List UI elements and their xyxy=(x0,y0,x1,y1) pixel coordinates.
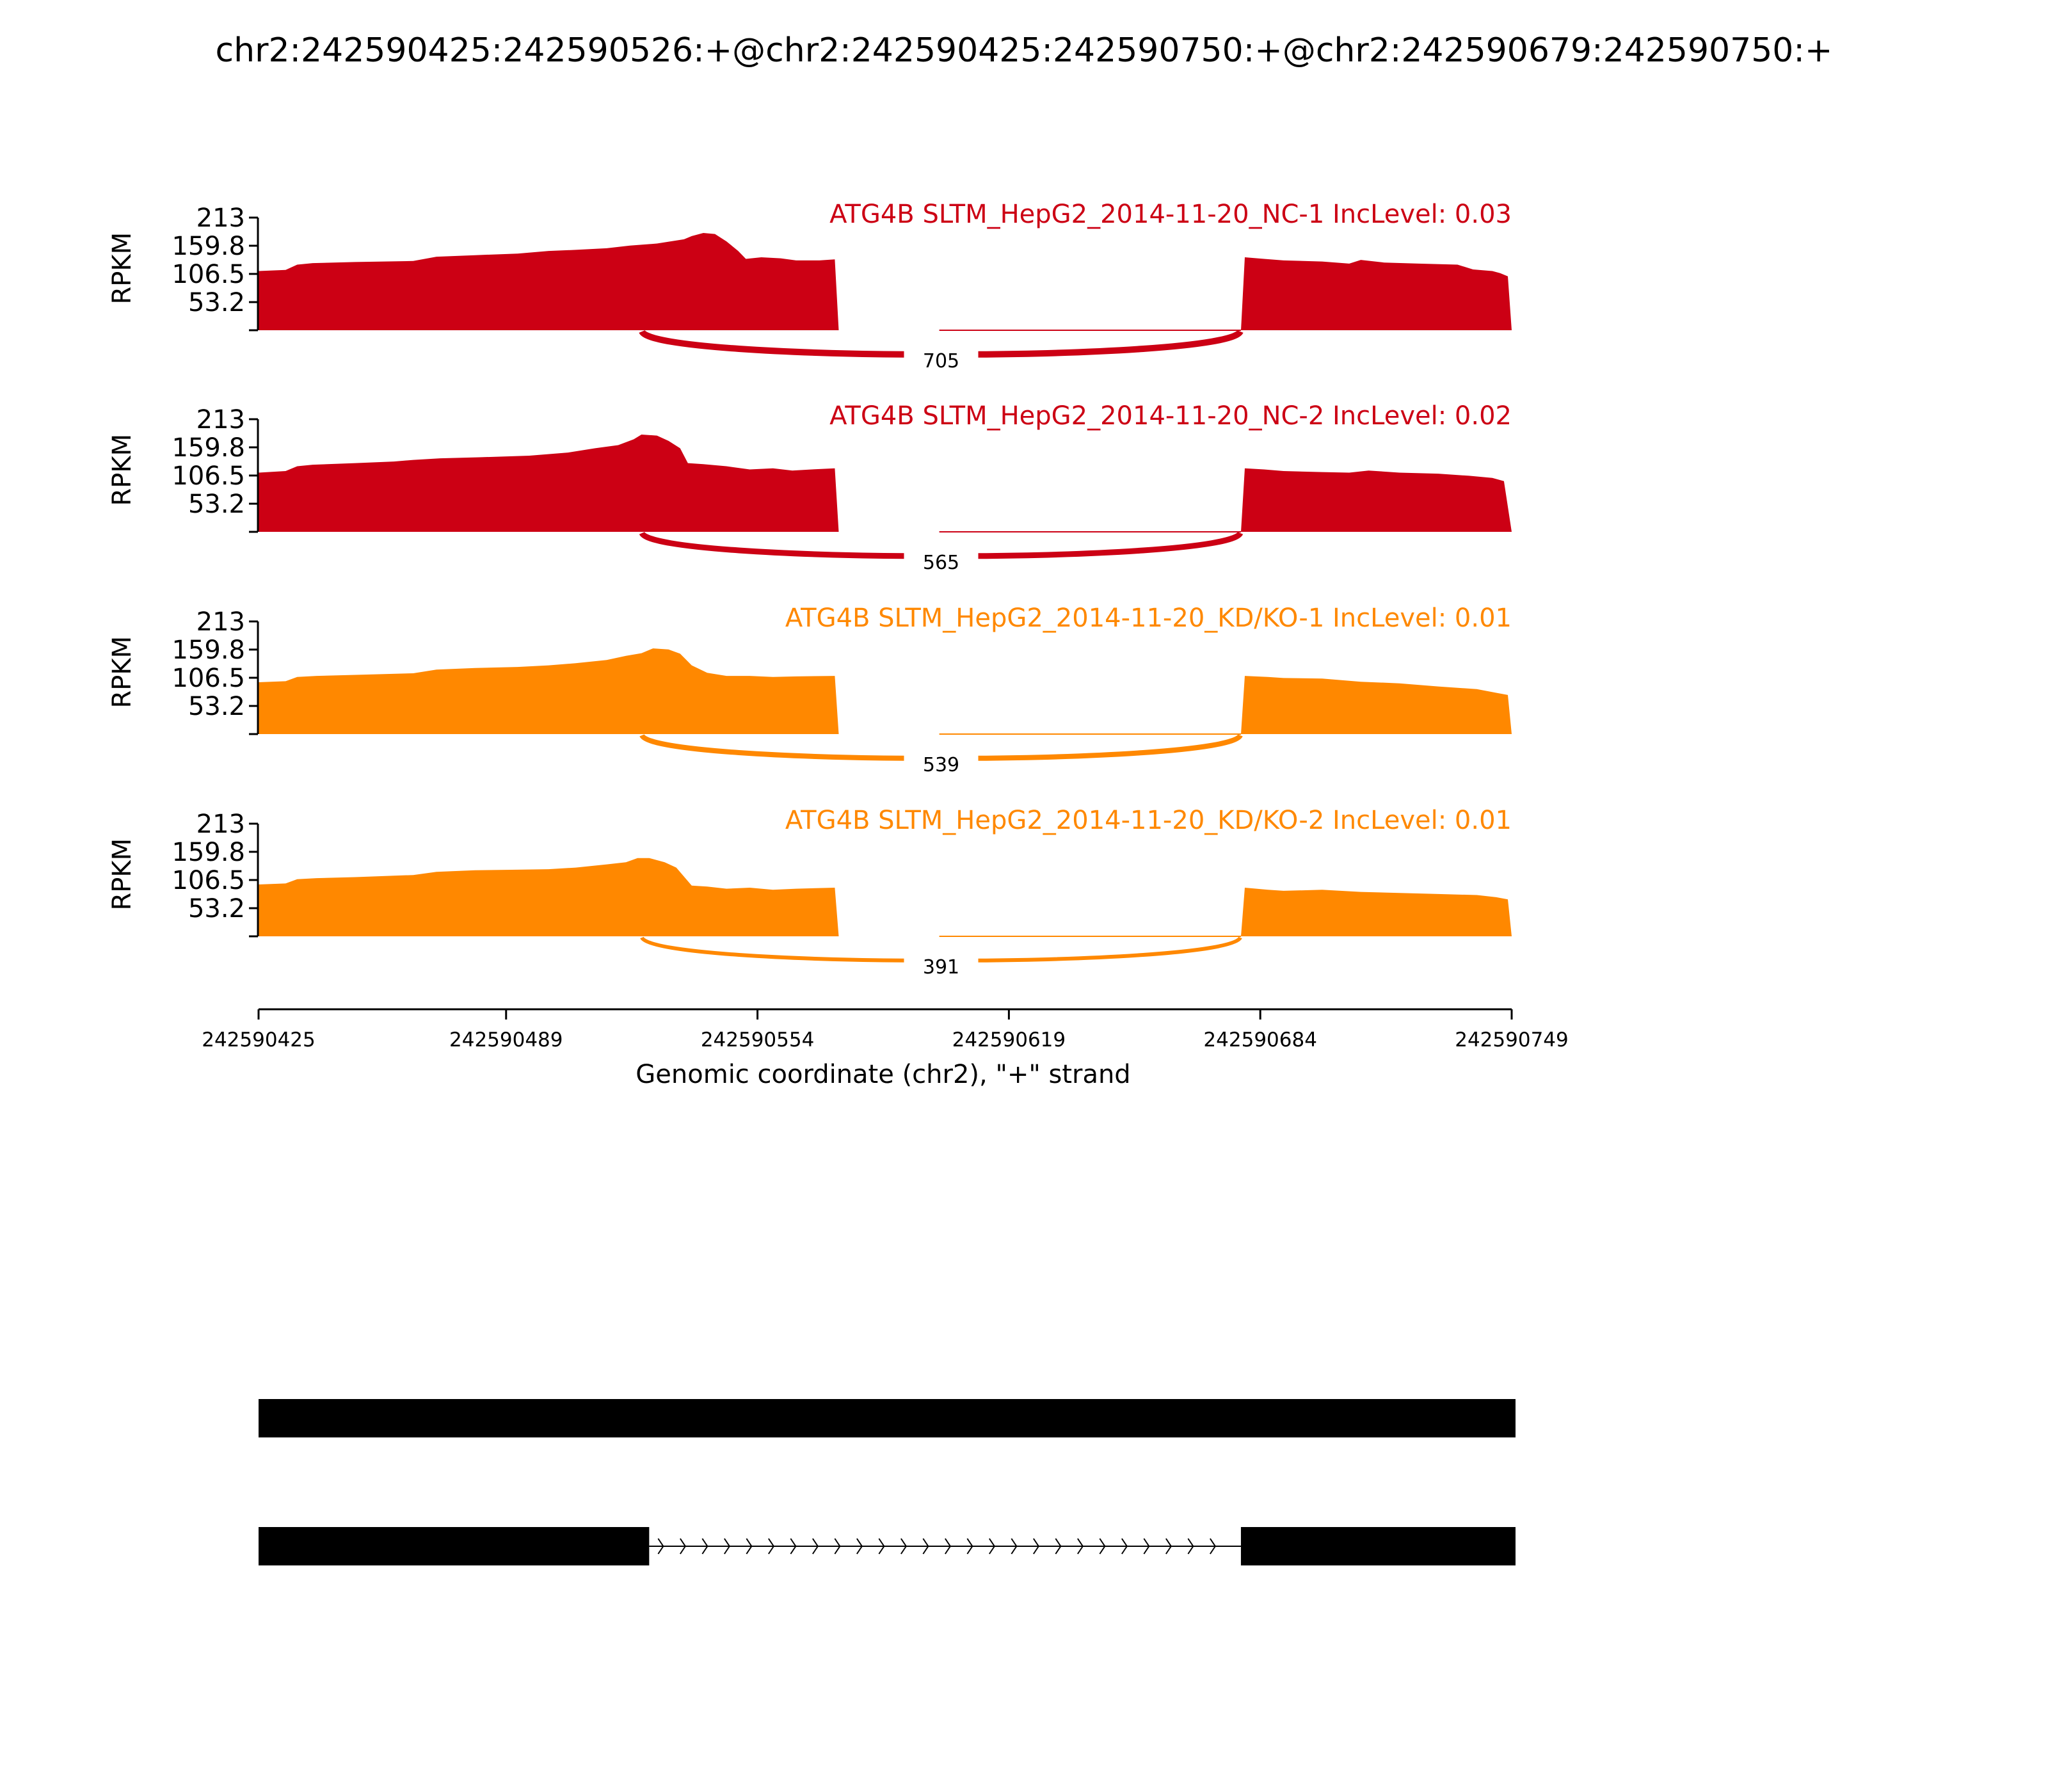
y-tick-label: 213 xyxy=(196,204,245,233)
x-tick-label: 242590425 xyxy=(202,1028,316,1052)
junction-count: 565 xyxy=(922,552,960,574)
plot-title: chr2:242590425:242590526:+@chr2:242590425:242590750:+@chr2:242590679:242590750:+ xyxy=(215,31,1833,70)
y-axis-label: RPKM xyxy=(108,232,137,305)
coverage-panel xyxy=(108,200,1512,372)
x-axis-label: Genomic coordinate (chr2), "+" strand xyxy=(636,1060,1131,1089)
coverage-area xyxy=(259,435,1512,532)
x-tick-label: 242590684 xyxy=(1203,1028,1317,1052)
exon-block xyxy=(259,1527,649,1565)
y-tick-label: 159.8 xyxy=(172,635,245,665)
y-tick-label: 106.5 xyxy=(172,664,245,693)
coverage-panel xyxy=(108,401,1512,574)
panel-title: ATG4B SLTM_HepG2_2014-11-20_KD/KO-2 IncLevel: 0.01 xyxy=(785,806,1512,835)
y-axis-label: RPKM xyxy=(108,433,137,506)
x-tick-label: 242590619 xyxy=(952,1028,1066,1052)
coverage-area xyxy=(259,233,1512,330)
y-tick-label: 106.5 xyxy=(172,260,245,289)
coverage-panel xyxy=(108,604,1512,776)
coverage-panels xyxy=(108,200,1512,979)
coverage-area xyxy=(259,648,1512,734)
x-tick-label: 242590554 xyxy=(700,1028,815,1052)
y-tick-label: 159.8 xyxy=(172,231,245,261)
panel-title: ATG4B SLTM_HepG2_2014-11-20_NC-1 IncLevel: 0.03 xyxy=(829,200,1512,229)
transcript xyxy=(259,1527,1516,1565)
panel-title: ATG4B SLTM_HepG2_2014-11-20_NC-2 IncLevel: 0.02 xyxy=(829,401,1512,431)
exon-block xyxy=(259,1399,1516,1437)
y-tick-label: 53.2 xyxy=(188,692,245,722)
x-axis xyxy=(202,1009,1569,1052)
x-tick-label: 242590489 xyxy=(449,1028,563,1052)
junction-count: 705 xyxy=(922,350,960,372)
y-axis-label: RPKM xyxy=(108,636,137,708)
y-tick-label: 213 xyxy=(196,405,245,435)
y-tick-label: 159.8 xyxy=(172,837,245,867)
y-tick-label: 53.2 xyxy=(188,490,245,520)
transcript-track xyxy=(259,1399,1516,1565)
y-tick-label: 213 xyxy=(196,607,245,637)
y-axis-label: RPKM xyxy=(108,838,137,911)
y-tick-label: 106.5 xyxy=(172,866,245,895)
coverage-panel xyxy=(108,806,1512,979)
exon-block xyxy=(1241,1527,1516,1565)
x-tick-label: 242590749 xyxy=(1455,1028,1569,1052)
junction-count: 539 xyxy=(922,754,960,776)
junction-count: 391 xyxy=(922,956,960,979)
panel-title: ATG4B SLTM_HepG2_2014-11-20_KD/KO-1 IncLevel: 0.01 xyxy=(785,604,1512,633)
y-tick-label: 213 xyxy=(196,810,245,839)
coverage-area xyxy=(259,858,1512,936)
y-tick-label: 106.5 xyxy=(172,461,245,491)
y-tick-label: 53.2 xyxy=(188,288,245,318)
transcript xyxy=(259,1399,1516,1437)
y-tick-label: 53.2 xyxy=(188,894,245,924)
y-tick-label: 159.8 xyxy=(172,433,245,463)
